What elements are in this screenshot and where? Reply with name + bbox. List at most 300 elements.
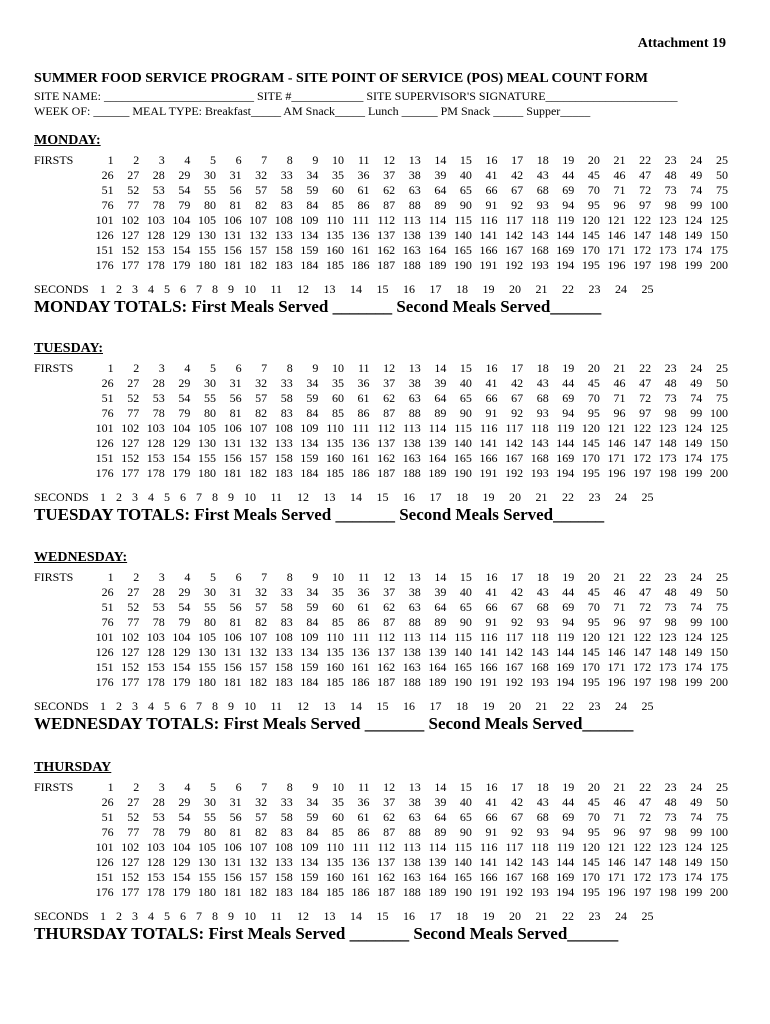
- count-number[interactable]: 182: [249, 675, 268, 689]
- seconds-number[interactable]: 3: [132, 699, 138, 713]
- count-number[interactable]: 167: [505, 451, 524, 465]
- count-number[interactable]: 95: [587, 825, 600, 839]
- count-number[interactable]: 192: [505, 258, 524, 272]
- count-number[interactable]: 116: [479, 421, 498, 435]
- count-number[interactable]: 3: [158, 780, 165, 794]
- count-number[interactable]: 16: [485, 570, 498, 584]
- count-number[interactable]: 65: [459, 810, 472, 824]
- count-number[interactable]: 60: [331, 600, 344, 614]
- count-number[interactable]: 171: [607, 451, 626, 465]
- count-number[interactable]: 125: [710, 213, 728, 227]
- count-number[interactable]: 17: [511, 153, 524, 167]
- count-number[interactable]: 158: [274, 451, 293, 465]
- count-number[interactable]: 156: [223, 660, 242, 674]
- count-number[interactable]: 42: [511, 376, 524, 390]
- count-number[interactable]: 31: [229, 795, 242, 809]
- count-number[interactable]: 134: [300, 228, 319, 242]
- count-number[interactable]: 174: [684, 451, 703, 465]
- count-number[interactable]: 1: [107, 153, 114, 167]
- count-number[interactable]: 46: [613, 585, 626, 599]
- count-number[interactable]: 123: [658, 213, 677, 227]
- count-number[interactable]: 47: [639, 585, 652, 599]
- count-number[interactable]: 32: [255, 795, 268, 809]
- count-number[interactable]: 38: [408, 795, 421, 809]
- count-number[interactable]: 125: [710, 421, 728, 435]
- count-number[interactable]: 118: [531, 630, 549, 644]
- count-number[interactable]: 145: [581, 645, 600, 659]
- seconds-number[interactable]: 20: [509, 699, 521, 713]
- count-number[interactable]: 92: [511, 825, 524, 839]
- count-number[interactable]: 19: [562, 153, 575, 167]
- count-number[interactable]: 183: [274, 675, 293, 689]
- count-number[interactable]: 12: [383, 570, 396, 584]
- count-number[interactable]: 5: [209, 153, 216, 167]
- count-number[interactable]: 191: [479, 466, 498, 480]
- count-number[interactable]: 171: [607, 243, 626, 257]
- count-number[interactable]: 69: [562, 810, 575, 824]
- count-number[interactable]: 198: [658, 675, 677, 689]
- count-number[interactable]: 10: [331, 570, 344, 584]
- count-number[interactable]: 16: [485, 153, 498, 167]
- count-number[interactable]: 197: [633, 675, 652, 689]
- seconds-number[interactable]: 4: [148, 909, 154, 923]
- seconds-number[interactable]: 17: [429, 490, 442, 504]
- count-number[interactable]: 162: [377, 870, 396, 884]
- count-number[interactable]: 35: [331, 168, 344, 182]
- count-number[interactable]: 172: [633, 451, 652, 465]
- count-number[interactable]: 122: [633, 213, 652, 227]
- count-number[interactable]: 71: [613, 810, 626, 824]
- count-number[interactable]: 153: [146, 870, 165, 884]
- count-number[interactable]: 188: [402, 675, 421, 689]
- count-number[interactable]: 74: [690, 183, 703, 197]
- count-number[interactable]: 144: [556, 855, 575, 869]
- count-number[interactable]: 15: [459, 361, 472, 375]
- count-number[interactable]: 82: [255, 406, 268, 420]
- count-number[interactable]: 179: [172, 466, 191, 480]
- count-number[interactable]: 152: [121, 870, 140, 884]
- count-number[interactable]: 5: [209, 780, 216, 794]
- count-number[interactable]: 152: [121, 243, 140, 257]
- seconds-number[interactable]: 9: [228, 909, 234, 923]
- count-number[interactable]: 170: [581, 870, 600, 884]
- count-number[interactable]: 114: [428, 213, 447, 227]
- count-number[interactable]: 72: [639, 183, 652, 197]
- count-number[interactable]: 164: [428, 660, 447, 674]
- count-number[interactable]: 193: [530, 885, 549, 899]
- count-number[interactable]: 184: [300, 675, 319, 689]
- count-number[interactable]: 24: [690, 361, 703, 375]
- seconds-number[interactable]: 4: [148, 490, 154, 504]
- count-number[interactable]: 112: [377, 630, 396, 644]
- count-number[interactable]: 101: [95, 213, 114, 227]
- count-number[interactable]: 188: [402, 258, 421, 272]
- count-number[interactable]: 174: [684, 660, 703, 674]
- count-number[interactable]: 194: [556, 466, 575, 480]
- count-number[interactable]: 2: [133, 153, 140, 167]
- count-number[interactable]: 52: [127, 391, 140, 405]
- count-number[interactable]: 100: [710, 198, 728, 212]
- count-number[interactable]: 39: [434, 585, 447, 599]
- count-number[interactable]: 166: [479, 451, 498, 465]
- count-number[interactable]: 200: [710, 885, 728, 899]
- count-number[interactable]: 128: [146, 228, 165, 242]
- count-number[interactable]: 8: [286, 780, 293, 794]
- count-number[interactable]: 147: [633, 436, 652, 450]
- count-number[interactable]: 19: [562, 780, 575, 794]
- count-number[interactable]: 98: [664, 825, 677, 839]
- count-number[interactable]: 62: [383, 810, 396, 824]
- count-number[interactable]: 177: [121, 466, 140, 480]
- count-number[interactable]: 18: [536, 361, 549, 375]
- count-number[interactable]: 71: [613, 600, 626, 614]
- seconds-number[interactable]: 5: [164, 490, 170, 504]
- count-number[interactable]: 196: [607, 258, 626, 272]
- count-number[interactable]: 52: [127, 810, 140, 824]
- count-number[interactable]: 119: [556, 630, 575, 644]
- count-number[interactable]: 12: [383, 780, 396, 794]
- count-number[interactable]: 127: [121, 436, 140, 450]
- seconds-number[interactable]: 9: [228, 490, 234, 504]
- count-number[interactable]: 79: [178, 825, 191, 839]
- count-number[interactable]: 183: [274, 885, 293, 899]
- count-number[interactable]: 199: [684, 885, 703, 899]
- count-number[interactable]: 92: [511, 406, 524, 420]
- count-number[interactable]: 88: [408, 406, 421, 420]
- count-number[interactable]: 52: [127, 600, 140, 614]
- count-number[interactable]: 78: [152, 406, 165, 420]
- count-number[interactable]: 200: [710, 466, 728, 480]
- count-number[interactable]: 177: [121, 675, 140, 689]
- count-number[interactable]: 40: [459, 585, 472, 599]
- count-number[interactable]: 6: [235, 570, 242, 584]
- count-number[interactable]: 105: [197, 421, 216, 435]
- count-number[interactable]: 42: [511, 795, 524, 809]
- count-number[interactable]: 156: [223, 870, 242, 884]
- count-number[interactable]: 95: [587, 198, 600, 212]
- count-number[interactable]: 146: [607, 228, 626, 242]
- count-number[interactable]: 100: [710, 825, 728, 839]
- count-number[interactable]: 191: [479, 675, 498, 689]
- count-number[interactable]: 173: [658, 660, 677, 674]
- count-number[interactable]: 85: [331, 825, 344, 839]
- count-number[interactable]: 55: [203, 391, 216, 405]
- count-number[interactable]: 106: [223, 421, 242, 435]
- count-number[interactable]: 17: [511, 361, 524, 375]
- count-number[interactable]: 86: [357, 198, 370, 212]
- count-number[interactable]: 83: [280, 198, 293, 212]
- count-number[interactable]: 53: [152, 391, 165, 405]
- count-number[interactable]: 25: [716, 361, 728, 375]
- count-number[interactable]: 104: [172, 421, 191, 435]
- count-number[interactable]: 14: [434, 780, 447, 794]
- seconds-number[interactable]: 5: [164, 909, 170, 923]
- count-number[interactable]: 14: [434, 361, 447, 375]
- count-number[interactable]: 51: [101, 810, 114, 824]
- count-number[interactable]: 32: [255, 376, 268, 390]
- count-number[interactable]: 132: [249, 228, 268, 242]
- count-number[interactable]: 15: [459, 780, 472, 794]
- count-number[interactable]: 84: [306, 615, 319, 629]
- count-number[interactable]: 63: [408, 600, 421, 614]
- count-number[interactable]: 136: [351, 855, 370, 869]
- count-number[interactable]: 143: [530, 436, 549, 450]
- count-number[interactable]: 26: [101, 585, 114, 599]
- count-number[interactable]: 71: [613, 183, 626, 197]
- count-number[interactable]: 143: [530, 228, 549, 242]
- count-number[interactable]: 124: [684, 421, 703, 435]
- count-number[interactable]: 53: [152, 810, 165, 824]
- count-number[interactable]: 124: [684, 630, 703, 644]
- count-number[interactable]: 176: [95, 258, 114, 272]
- count-number[interactable]: 7: [261, 570, 268, 584]
- count-number[interactable]: 117: [505, 213, 524, 227]
- count-number[interactable]: 166: [479, 660, 498, 674]
- count-number[interactable]: 1: [107, 361, 114, 375]
- count-number[interactable]: 153: [146, 451, 165, 465]
- count-number[interactable]: 105: [197, 840, 216, 854]
- seconds-number[interactable]: 13: [323, 699, 336, 713]
- count-number[interactable]: 34: [306, 795, 319, 809]
- seconds-number[interactable]: 14: [350, 282, 362, 296]
- count-number[interactable]: 179: [172, 258, 191, 272]
- count-number[interactable]: 76: [101, 198, 114, 212]
- count-number[interactable]: 120: [581, 421, 600, 435]
- seconds-number[interactable]: 10: [244, 699, 256, 713]
- count-number[interactable]: 160: [325, 660, 344, 674]
- count-number[interactable]: 138: [402, 645, 421, 659]
- count-number[interactable]: 200: [710, 675, 728, 689]
- count-number[interactable]: 142: [505, 228, 524, 242]
- count-number[interactable]: 60: [331, 391, 344, 405]
- seconds-number[interactable]: 1: [100, 699, 106, 713]
- count-number[interactable]: 48: [664, 795, 677, 809]
- count-number[interactable]: 43: [536, 168, 549, 182]
- count-number[interactable]: 66: [485, 183, 498, 197]
- count-number[interactable]: 166: [479, 870, 498, 884]
- count-number[interactable]: 100: [710, 406, 728, 420]
- seconds-number[interactable]: 9: [228, 282, 234, 296]
- count-number[interactable]: 81: [229, 825, 242, 839]
- count-number[interactable]: 114: [428, 421, 447, 435]
- count-number[interactable]: 159: [300, 451, 319, 465]
- count-number[interactable]: 167: [505, 243, 524, 257]
- count-number[interactable]: 165: [453, 243, 472, 257]
- count-number[interactable]: 174: [684, 870, 703, 884]
- count-number[interactable]: 21: [613, 570, 626, 584]
- count-number[interactable]: 151: [95, 870, 114, 884]
- count-number[interactable]: 121: [607, 421, 626, 435]
- count-number[interactable]: 41: [485, 168, 498, 182]
- count-number[interactable]: 127: [121, 228, 140, 242]
- count-number[interactable]: 22: [639, 153, 652, 167]
- count-number[interactable]: 107: [249, 630, 268, 644]
- count-number[interactable]: 194: [556, 885, 575, 899]
- count-number[interactable]: 121: [607, 840, 626, 854]
- count-number[interactable]: 112: [377, 213, 396, 227]
- count-number[interactable]: 44: [562, 376, 575, 390]
- seconds-number[interactable]: 8: [212, 490, 218, 504]
- seconds-number[interactable]: 15: [376, 490, 389, 504]
- count-number[interactable]: 137: [377, 228, 396, 242]
- count-number[interactable]: 126: [95, 436, 114, 450]
- count-number[interactable]: 138: [402, 436, 421, 450]
- count-number[interactable]: 111: [352, 840, 370, 854]
- count-number[interactable]: 177: [121, 885, 140, 899]
- count-number[interactable]: 96: [613, 825, 626, 839]
- count-number[interactable]: 115: [454, 421, 472, 435]
- count-number[interactable]: 126: [95, 645, 114, 659]
- seconds-number[interactable]: 1: [100, 909, 106, 923]
- count-number[interactable]: 40: [459, 168, 472, 182]
- seconds-number[interactable]: 13: [323, 282, 336, 296]
- count-number[interactable]: 108: [274, 213, 293, 227]
- count-number[interactable]: 50: [716, 376, 728, 390]
- count-number[interactable]: 129: [172, 855, 191, 869]
- count-number[interactable]: 15: [459, 153, 472, 167]
- count-number[interactable]: 145: [581, 855, 600, 869]
- count-number[interactable]: 131: [223, 436, 242, 450]
- count-number[interactable]: 137: [377, 855, 396, 869]
- count-number[interactable]: 83: [280, 825, 293, 839]
- count-number[interactable]: 20: [587, 570, 600, 584]
- count-number[interactable]: 97: [639, 198, 652, 212]
- seconds-number[interactable]: 2: [116, 699, 122, 713]
- count-number[interactable]: 98: [664, 406, 677, 420]
- count-number[interactable]: 58: [280, 183, 293, 197]
- count-number[interactable]: 40: [459, 376, 472, 390]
- count-number[interactable]: 115: [454, 213, 472, 227]
- count-number[interactable]: 23: [664, 570, 677, 584]
- seconds-number[interactable]: 4: [148, 282, 154, 296]
- count-number[interactable]: 141: [479, 645, 498, 659]
- count-number[interactable]: 125: [710, 840, 728, 854]
- seconds-number[interactable]: 15: [376, 699, 389, 713]
- count-number[interactable]: 16: [485, 361, 498, 375]
- count-number[interactable]: 144: [556, 436, 575, 450]
- seconds-number[interactable]: 2: [116, 282, 122, 296]
- count-number[interactable]: 66: [485, 391, 498, 405]
- count-number[interactable]: 98: [664, 615, 677, 629]
- count-number[interactable]: 173: [658, 870, 677, 884]
- count-number[interactable]: 90: [459, 406, 472, 420]
- count-number[interactable]: 47: [639, 376, 652, 390]
- count-number[interactable]: 25: [716, 153, 728, 167]
- count-number[interactable]: 148: [658, 228, 677, 242]
- count-number[interactable]: 149: [684, 855, 703, 869]
- count-number[interactable]: 159: [300, 870, 319, 884]
- count-number[interactable]: 103: [146, 421, 165, 435]
- count-number[interactable]: 85: [331, 198, 344, 212]
- count-number[interactable]: 78: [152, 198, 165, 212]
- count-number[interactable]: 107: [249, 840, 268, 854]
- count-number[interactable]: 132: [249, 645, 268, 659]
- count-number[interactable]: 73: [664, 600, 677, 614]
- count-number[interactable]: 153: [146, 243, 165, 257]
- seconds-number[interactable]: 16: [403, 490, 415, 504]
- count-number[interactable]: 93: [536, 198, 549, 212]
- count-number[interactable]: 33: [280, 376, 293, 390]
- count-number[interactable]: 60: [331, 810, 344, 824]
- count-number[interactable]: 30: [203, 168, 216, 182]
- count-number[interactable]: 149: [684, 228, 703, 242]
- count-number[interactable]: 7: [261, 780, 268, 794]
- count-number[interactable]: 175: [710, 451, 728, 465]
- seconds-number[interactable]: 23: [588, 282, 601, 296]
- count-number[interactable]: 165: [453, 451, 472, 465]
- count-number[interactable]: 113: [403, 421, 421, 435]
- count-number[interactable]: 148: [658, 855, 677, 869]
- count-number[interactable]: 1: [107, 780, 114, 794]
- count-number[interactable]: 102: [121, 840, 140, 854]
- count-number[interactable]: 20: [587, 361, 600, 375]
- count-number[interactable]: 48: [664, 168, 677, 182]
- count-number[interactable]: 71: [613, 391, 626, 405]
- seconds-number[interactable]: 19: [482, 490, 495, 504]
- count-number[interactable]: 80: [203, 825, 216, 839]
- count-number[interactable]: 156: [223, 243, 242, 257]
- count-number[interactable]: 70: [587, 391, 600, 405]
- count-number[interactable]: 70: [587, 183, 600, 197]
- count-number[interactable]: 77: [127, 406, 140, 420]
- count-number[interactable]: 150: [710, 855, 728, 869]
- count-number[interactable]: 176: [95, 675, 114, 689]
- count-number[interactable]: 51: [101, 600, 114, 614]
- count-number[interactable]: 123: [658, 421, 677, 435]
- seconds-number[interactable]: 21: [535, 699, 548, 713]
- count-number[interactable]: 173: [658, 243, 677, 257]
- count-number[interactable]: 100: [710, 615, 728, 629]
- seconds-number[interactable]: 7: [196, 699, 202, 713]
- seconds-number[interactable]: 18: [456, 282, 468, 296]
- count-number[interactable]: 58: [280, 391, 293, 405]
- count-number[interactable]: 13: [408, 570, 421, 584]
- seconds-number[interactable]: 23: [588, 909, 601, 923]
- count-number[interactable]: 161: [351, 870, 370, 884]
- count-number[interactable]: 65: [459, 183, 472, 197]
- count-number[interactable]: 181: [223, 885, 242, 899]
- count-number[interactable]: 54: [178, 600, 191, 614]
- count-number[interactable]: 90: [459, 198, 472, 212]
- count-number[interactable]: 107: [249, 421, 268, 435]
- count-number[interactable]: 46: [613, 795, 626, 809]
- count-number[interactable]: 11: [357, 153, 370, 167]
- seconds-number[interactable]: 3: [132, 909, 138, 923]
- count-number[interactable]: 78: [152, 825, 165, 839]
- count-number[interactable]: 89: [434, 825, 447, 839]
- count-number[interactable]: 127: [121, 645, 140, 659]
- seconds-number[interactable]: 11: [270, 909, 283, 923]
- count-number[interactable]: 45: [587, 168, 600, 182]
- count-number[interactable]: 169: [556, 660, 575, 674]
- count-number[interactable]: 36: [357, 168, 370, 182]
- count-number[interactable]: 180: [197, 885, 216, 899]
- count-number[interactable]: 118: [531, 840, 549, 854]
- count-number[interactable]: 2: [133, 780, 140, 794]
- count-number[interactable]: 120: [581, 840, 600, 854]
- count-number[interactable]: 69: [562, 183, 575, 197]
- count-number[interactable]: 99: [690, 406, 703, 420]
- count-number[interactable]: 105: [197, 630, 216, 644]
- count-number[interactable]: 22: [639, 780, 652, 794]
- count-number[interactable]: 73: [664, 391, 677, 405]
- count-number[interactable]: 129: [172, 645, 191, 659]
- seconds-number[interactable]: 19: [482, 699, 495, 713]
- count-number[interactable]: 16: [485, 780, 498, 794]
- count-number[interactable]: 40: [459, 795, 472, 809]
- count-number[interactable]: 187: [377, 675, 396, 689]
- count-number[interactable]: 186: [351, 885, 370, 899]
